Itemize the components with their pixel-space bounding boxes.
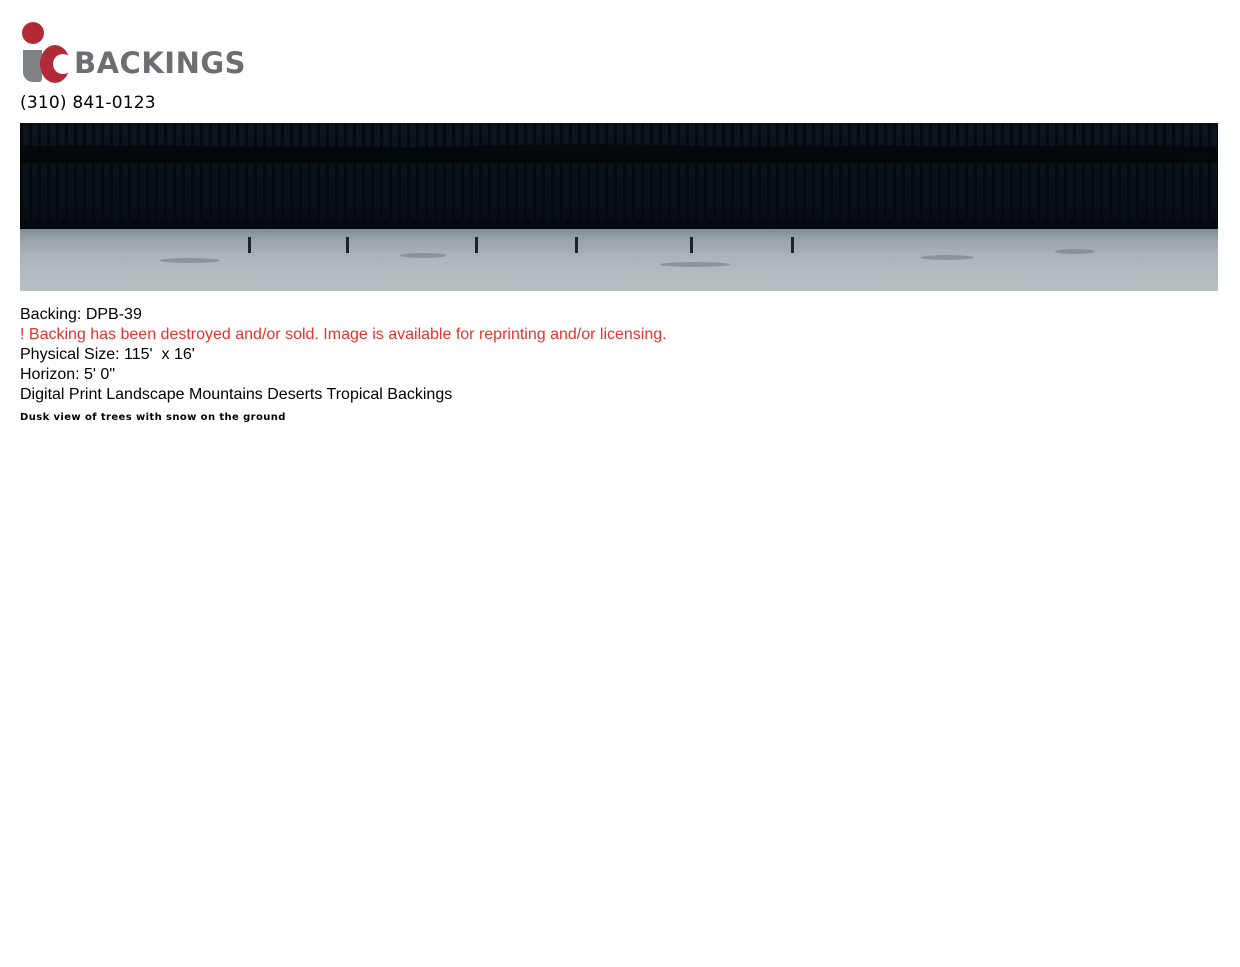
backing-details <box>20 305 1220 425</box>
image-stake <box>575 237 578 253</box>
site-logo[interactable] <box>20 22 246 84</box>
image-canopy-layer <box>20 123 1218 163</box>
physical-size: Physical Size: 115' x 16' <box>20 346 195 363</box>
image-treeline-layer <box>20 123 1218 241</box>
image-stake <box>248 237 251 253</box>
image-stake <box>791 237 794 253</box>
logo-c-notch-shape <box>53 54 73 74</box>
image-ground-patch <box>660 262 730 267</box>
image-caption: Dusk view of trees with snow on the ground <box>20 412 286 423</box>
logo-dot-shape <box>22 22 44 44</box>
categories: Digital Print Landscape Mountains Deserts Tropical Backings <box>20 386 453 403</box>
image-ground-patch <box>1055 249 1095 254</box>
backing-preview-image[interactable] <box>20 123 1218 291</box>
image-ground-patch <box>400 253 446 258</box>
jc-backings-logo-icon <box>20 22 68 84</box>
status-warning: ! Backing has been destroyed and/or sold. Image is available for reprinting and/or licensing. <box>20 326 667 343</box>
image-stake <box>690 237 693 253</box>
image-stake <box>346 237 349 253</box>
image-snow-ground-layer <box>20 229 1218 291</box>
image-ground-patch <box>920 255 974 260</box>
horizon: Horizon: 5' 0" <box>20 366 115 383</box>
backing-id: Backing: DPB-39 <box>20 306 142 323</box>
image-ground-patch <box>160 258 220 263</box>
phone-number: (310) 841-0123 <box>20 93 156 113</box>
image-stake <box>475 237 478 253</box>
logo-wordmark: BACKINGS <box>74 46 247 80</box>
